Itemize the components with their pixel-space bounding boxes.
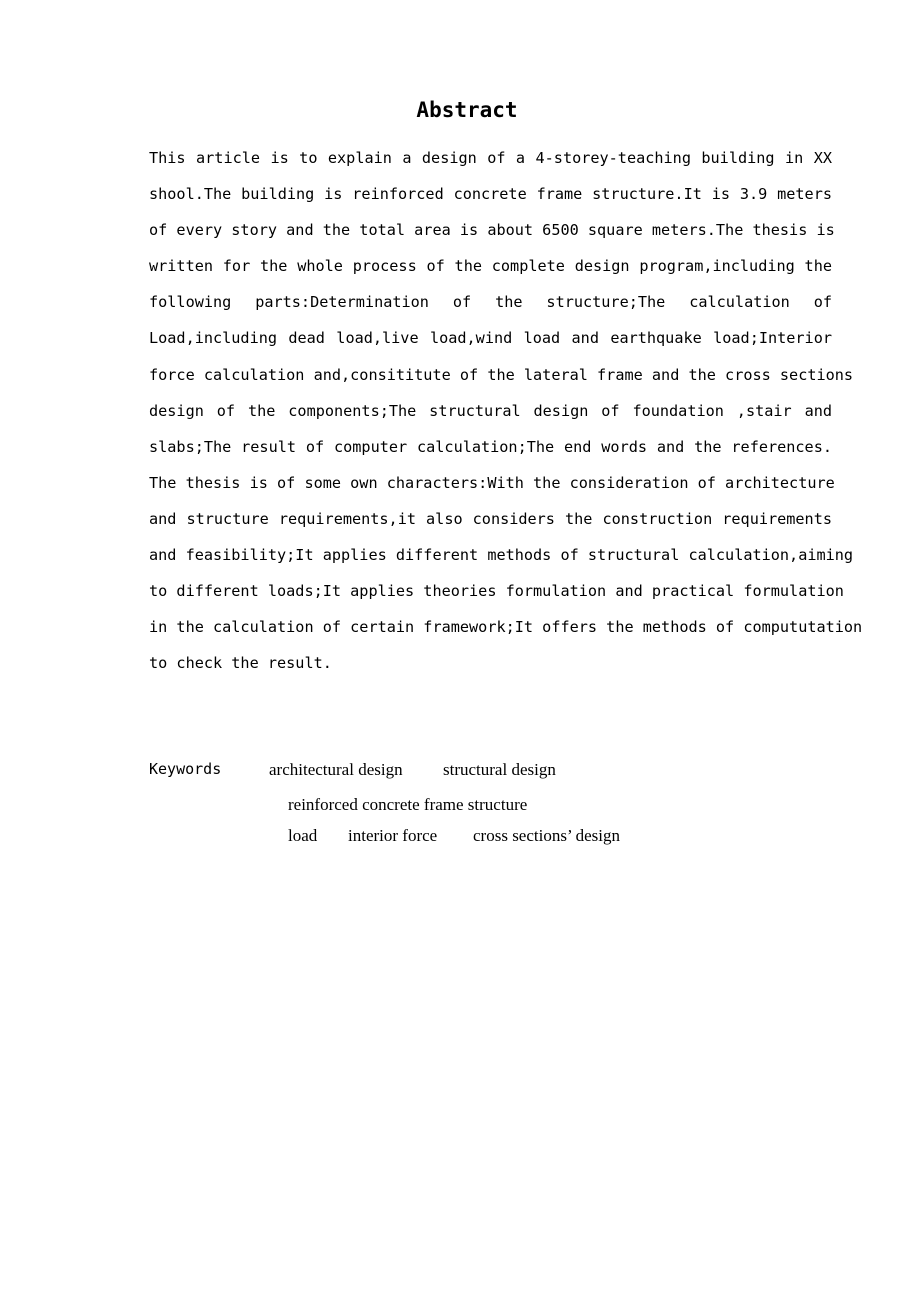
- abstract-line: This article is to explain a design of a 4-storey-teaching building in XX: [149, 149, 832, 167]
- keyword-term: load: [288, 826, 318, 845]
- abstract-line: force calculation and,consititute of the lateral frame and the cross sections: [149, 365, 854, 384]
- abstract-line: written for the whole process of the complete design program,including the: [149, 257, 832, 276]
- abstract-line: in the calculation of certain framework;It offers the methods of compututation: [149, 618, 863, 637]
- abstract-line: following parts:Determination of the structure;The calculation of: [149, 293, 832, 312]
- abstract-line: The thesis is of some own characters:With the consideration of architecture: [149, 473, 835, 492]
- abstract-line: and structure requirements,it also considers the construction requirements: [149, 509, 832, 528]
- keyword-term: architectural design: [269, 760, 403, 779]
- keyword-term: interior force: [348, 826, 438, 845]
- keyword-term: cross sections’ design: [473, 826, 620, 845]
- keywords-label: Keywords: [149, 760, 222, 778]
- abstract-line: Load,including dead load,live load,wind load and earthquake load;Interior: [149, 329, 832, 348]
- abstract-line: shool.The building is reinforced concrete frame structure.It is 3.9 meters: [149, 185, 832, 204]
- abstract-line: of every story and the total area is about 6500 square meters.The thesis is: [149, 221, 835, 240]
- abstract-line: slabs;The result of computer calculation;The end words and the references.: [149, 437, 832, 456]
- abstract-line: design of the components;The structural design of foundation ,stair and: [149, 401, 832, 420]
- abstract-line: to different loads;It applies theories formulation and practical formulation: [149, 582, 844, 601]
- keyword-term: structural design: [443, 760, 556, 779]
- abstract-heading: Abstract: [416, 98, 518, 122]
- keyword-term: reinforced concrete frame structure: [288, 795, 528, 814]
- abstract-line: to check the result.: [149, 654, 332, 673]
- abstract-body: [149, 140, 863, 681]
- abstract-line: and feasibility;It applies different methods of structural calculation,aiming: [149, 546, 854, 565]
